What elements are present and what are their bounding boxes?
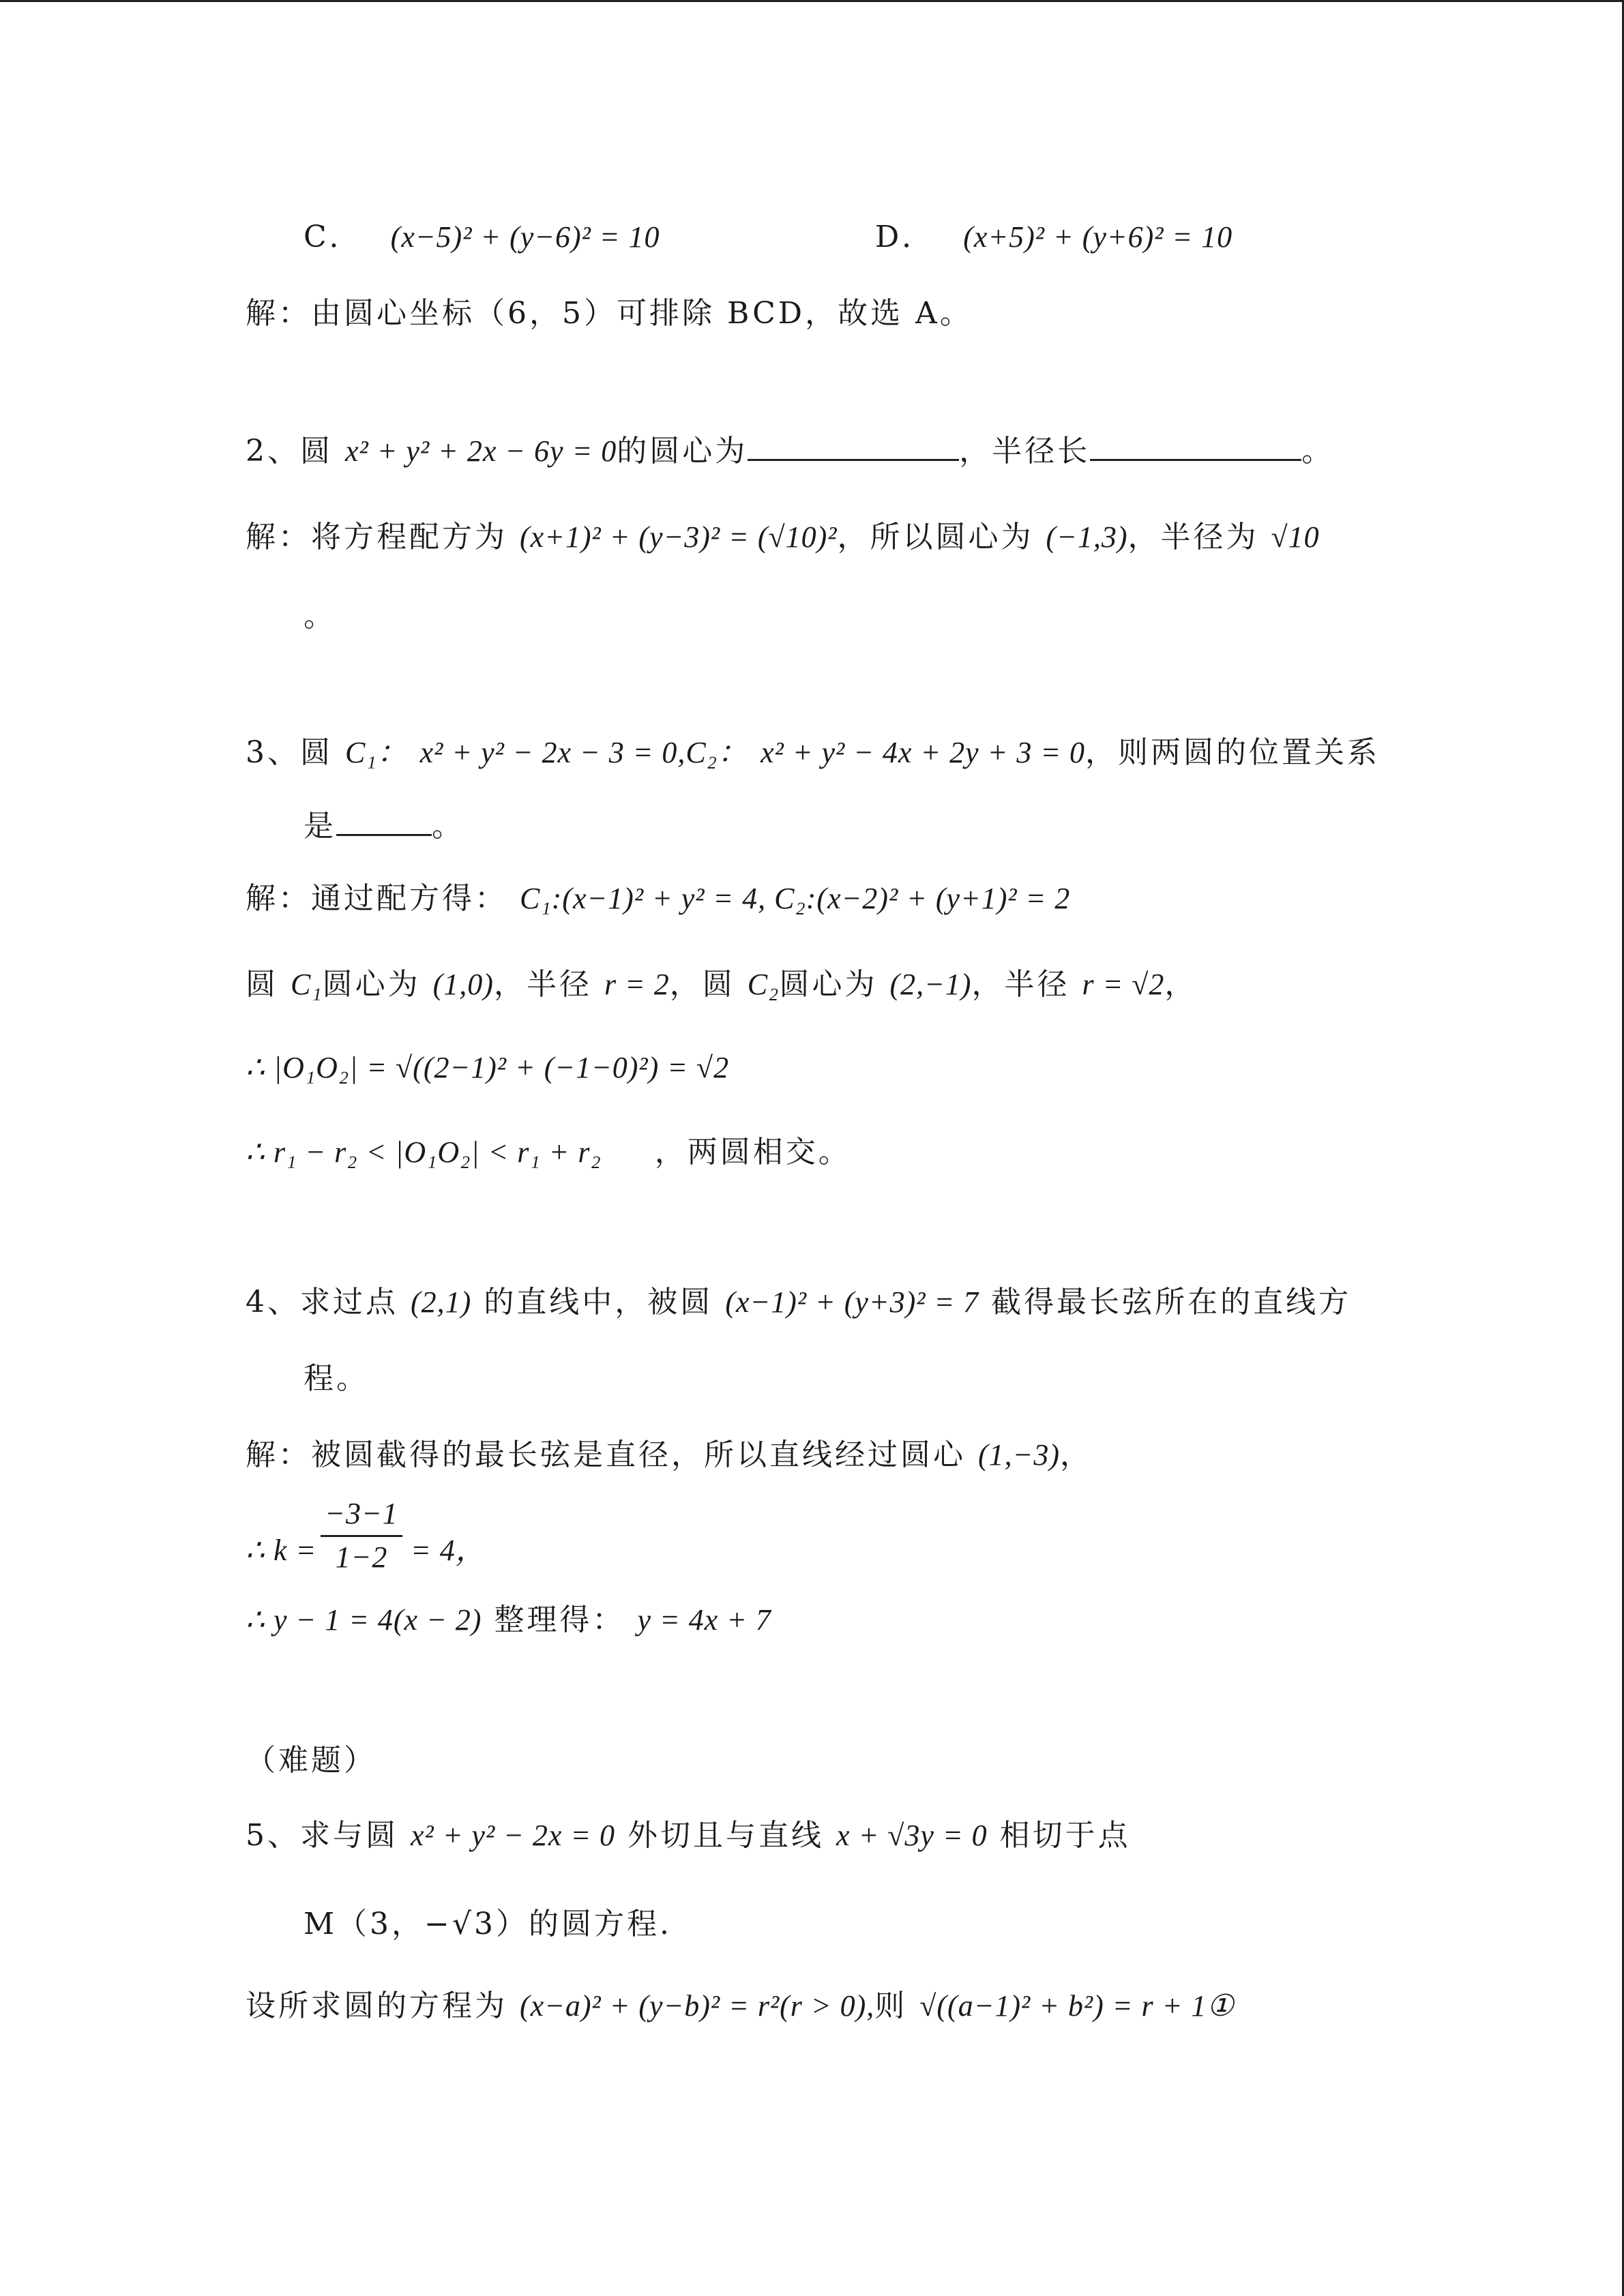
q3-question-line2: 是 。 [304, 809, 464, 844]
q3-solution-2: 圆 C₁圆心为 (1,0)，半径 r = 2，圆 C₂圆心为 (2,−1)，半径 r = √2， [246, 967, 1198, 1002]
q2-question: 2、圆 x² + y² + 2x − 6y = 0的圆心为 ，半径长 。 [246, 434, 1335, 468]
slope-fraction [321, 1496, 402, 1576]
q5-question-line2: M（3，−√3）的圆方程. [304, 1907, 672, 1941]
q3-solution-1: 解：通过配方得： C₁:(x−1)² + y² = 4, C₂:(x−2)² + (y+1)² = 2 [246, 881, 1071, 916]
q4-question: 4、求过点 (2,1) 的直线中，被圆 (x−1)² + (y+3)² = 7 截得最长弦所在的直线方 [246, 1285, 1352, 1320]
option-c-expression: (x−5)² + (y−6)² = 10 [390, 220, 660, 254]
fraction-numerator: −3−1 [325, 1497, 398, 1530]
q3-solution-4: ∴ r₁ − r₂ < |O₁O₂| < r₁ + r₂ ，两圆相交。 [246, 1135, 851, 1169]
q5-solution: 设所求圆的方程为 (x−a)² + (y−b)² = r²(r > 0),则 √((a−1)² + b²) = r + 1① [246, 1988, 1235, 2023]
q2-solution-expression: (x+1)² + (y−3)² = (√10)² [520, 520, 838, 554]
q2-solution-end: 。 [304, 599, 336, 633]
q1-solution [246, 296, 973, 332]
q4-question-line2: 程。 [304, 1361, 369, 1396]
fraction-denominator: 1−2 [335, 1540, 388, 1574]
page-top-border [0, 0, 1624, 2]
answer-blank-radius [1090, 455, 1301, 461]
option-c-label: C． [304, 220, 362, 254]
q3-solution-3: ∴ |O₁O₂| = √((2−1)² + (−1−0)²) = √2 [246, 1051, 730, 1084]
option-d-label: D． [875, 220, 935, 254]
option-d-expression: (x+5)² + (y+6)² = 10 [963, 220, 1233, 254]
answer-blank-relation [336, 830, 432, 836]
q1-option-d [875, 220, 1232, 256]
q3-question: 3、圆 C₁： x² + y² − 2x − 3 = 0,C₂： x² + y² − 4x + 2y + 3 = 0，则两圆的位置关系 [246, 735, 1381, 770]
q5-tag: （难题） [246, 1743, 377, 1778]
q4-solution-1: 解：被圆截得的最长弦是直径，所以直线经过圆心 (1,−3)， [246, 1437, 1093, 1472]
q2-equation: x² + y² + 2x − 6y = 0 [345, 434, 617, 468]
fraction-bar [321, 1535, 402, 1537]
q1-solution-text: 解：由圆心坐标（6，5）可排除 BCD，故选 A。 [246, 296, 973, 331]
answer-blank-center [748, 455, 959, 461]
q1-option-c [304, 220, 660, 256]
q4-solution-3: ∴ y − 1 = 4(x − 2) 整理得： y = 4x + 7 [246, 1602, 771, 1637]
q2-solution: 解：将方程配方为 (x+1)² + (y−3)² = (√10)²，所以圆心为 (−1,3)，半径为 √10 [246, 520, 1320, 554]
q5-question: 5、求与圆 x² + y² − 2x = 0 外切且与直线 x + √3y = 0 相切于点 [246, 1818, 1131, 1853]
